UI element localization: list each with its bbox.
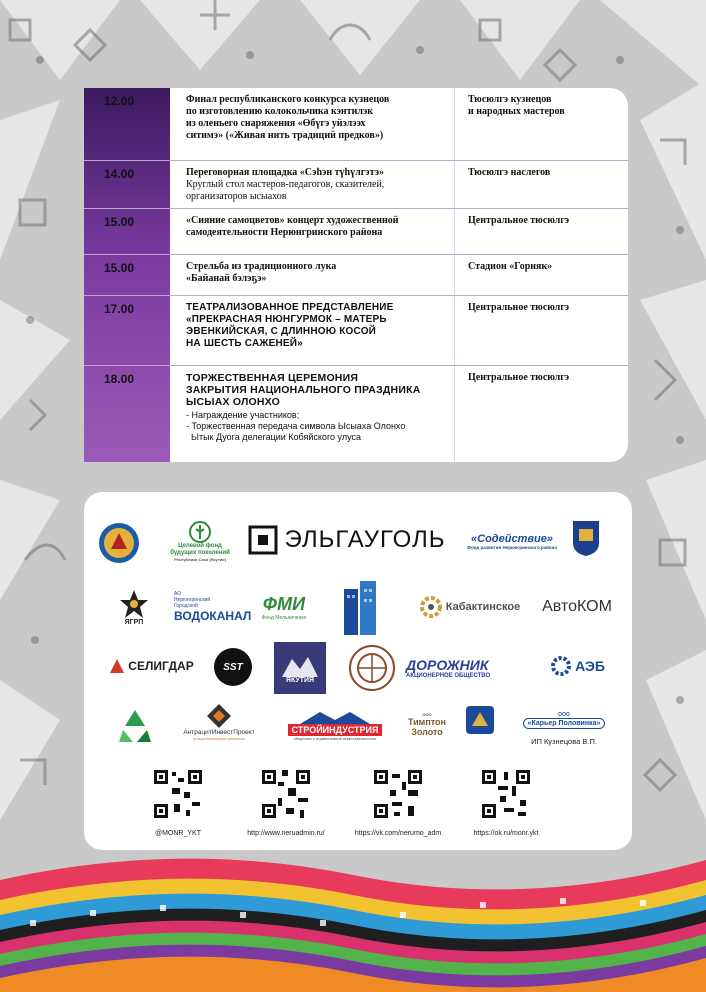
event-place [468, 302, 624, 314]
event-line: по изготовлению колокольчика кэнтилэк [186, 106, 374, 117]
vodokanal-line: Городской [174, 603, 198, 609]
fund-name-line: Целевой фонд [178, 543, 222, 549]
qr-label: https://vk.com/nerumo_adm [354, 830, 442, 837]
crest-icon [571, 519, 601, 557]
event-place [468, 167, 624, 179]
recycle-icon [115, 706, 155, 746]
event-line: ЫСЫАХ ОЛОНХО [186, 396, 280, 408]
star-icon [119, 589, 149, 619]
qr-code-icon[interactable] [480, 768, 532, 820]
karier-text: «Карьер Половинка» [523, 718, 606, 729]
schedule-row [84, 209, 628, 255]
place-line: Тюсюлгэ наслегов [468, 167, 551, 178]
event-line: ТЕАТРАЛИЗОВАННОЕ ПРЕДСТАВЛЕНИЕ [186, 302, 394, 313]
event-line: Стрельба из традиционного лука [186, 261, 337, 272]
place-line: Центральное тюсюлгэ [468, 302, 570, 313]
shield-icon [464, 704, 496, 736]
event-time: 12.00 [104, 94, 135, 108]
schedule-row [84, 366, 628, 462]
event-line: Переговорная площадка «Сэһэн түһүлгэтэ» [186, 167, 385, 178]
antracit-text: АнтрацитИнвестПроект [183, 729, 255, 736]
event-line: ситимэ» («Живая нить традиций предков») [186, 130, 384, 141]
event-line: «Сияние самоцветов» концерт художественной [186, 215, 399, 226]
timpton-logo [400, 706, 454, 742]
melnichenko-fund-logo [254, 590, 314, 624]
schedule-row [84, 88, 628, 161]
seligdar-text: СЕЛИГДАР [128, 659, 194, 673]
event-time: 15.00 [104, 261, 135, 275]
event-place [468, 215, 624, 227]
sst-text: SST [223, 661, 243, 673]
elgaugol-logo [238, 522, 456, 558]
doroznik-logo [406, 650, 534, 686]
timpton-line: Тимптон [407, 716, 446, 727]
doroznik-text: ДОРОЖНИК [406, 657, 489, 673]
triangle-icon [110, 659, 124, 673]
event-subline: Круглый стол мастеров-педагогов, сказителей, [186, 179, 385, 190]
leaf-icon [189, 521, 211, 543]
event-line: из оленьего снаряжения «Өбүгэ уйэлээх [186, 118, 366, 129]
recycling-logo [104, 698, 166, 754]
event-line: ТОРЖЕСТВЕННАЯ ЦЕРЕМОНИЯ [186, 372, 359, 384]
stroyindustriya-subtext: общество с ограниченной ответственностью [293, 735, 377, 741]
event-subline: Ытык Дуога делегации Кобяйского улуса [186, 432, 361, 442]
mountain-icon [282, 653, 318, 677]
event-description [186, 261, 456, 285]
elgaugol-text: ЭЛЬГАУГОЛЬ [284, 526, 446, 553]
aeb-logo [540, 652, 616, 680]
schedule-row [84, 255, 628, 296]
event-subline: - Награждение участников; [186, 410, 300, 420]
event-line: ЭВЕНКИЙСКАЯ, С ДЛИННОЮ КОСОЙ [186, 326, 377, 337]
ornament-bottom-band [0, 850, 706, 992]
event-description [186, 94, 456, 142]
event-description [186, 372, 456, 443]
fund-name-line: Республики Саха (Якутия) [174, 557, 226, 562]
vodokanal-line: АО [174, 591, 182, 597]
fmi-text: ФМИ [262, 593, 306, 614]
yagrp-logo [104, 582, 164, 632]
qr-code-icon[interactable] [152, 768, 204, 820]
doroznik-subtext: АКЦИОНЕРНОЕ ОБЩЕСТВО [406, 673, 491, 679]
yakutia-text: ЯКУТИЯ [285, 676, 315, 684]
event-description [186, 215, 456, 239]
event-line: самодеятельности Нерюнгринского района [186, 227, 383, 238]
avtokom-text: АвтоКОМ [542, 598, 612, 615]
neryungri-crest-logo [570, 518, 602, 558]
globe-emblem-icon [348, 644, 396, 692]
qr-label: http://www.neruadmin.ru/ [247, 830, 325, 837]
schedule-table [84, 88, 628, 462]
event-line: «Байанай бэлэҕэ» [186, 273, 267, 284]
diamond-icon [206, 703, 232, 729]
elgaugol-mark-icon [248, 525, 278, 555]
place-line: и народных мастеров [468, 106, 565, 117]
place-line: Тюсюлгэ кузнецов [468, 94, 552, 105]
schedule-row [84, 296, 628, 366]
place-line: Центральное тюсюлгэ [468, 372, 570, 383]
place-line: Центральное тюсюлгэ [468, 215, 570, 226]
event-time: 15.00 [104, 215, 135, 229]
seligdar-logo [104, 654, 200, 678]
sodeistvie-subtext: Фонд развития Нерюнгринского района [467, 544, 557, 550]
place-line: Стадион «Горняк» [468, 261, 553, 272]
timpton-line: Золото [411, 726, 443, 737]
karier-emblem-logo [462, 702, 498, 738]
building-logo [336, 578, 384, 638]
gear-icon [420, 596, 442, 618]
fmi-subtext: Фонд Мельниченко [261, 614, 307, 621]
antracit-subtext: угледобывающая компания [193, 736, 245, 741]
kabaktinskoe-logo [410, 594, 530, 620]
event-description [186, 302, 456, 350]
round-emblem-logo [346, 642, 398, 694]
future-generations-fund-logo [158, 516, 242, 568]
qr-code-icon[interactable] [260, 768, 312, 820]
sodeistvie-logo [462, 526, 562, 556]
event-subline: - Торжественная передача символа Ысыаха Олонхо [186, 421, 406, 431]
ip-kuznetsova-text: ИП Кузнецова В.П. [531, 737, 597, 746]
roof-icon [300, 712, 370, 724]
sponsors-panel [84, 492, 632, 850]
qr-label: https://ok.ru/monr.ykt [473, 830, 539, 837]
stroyindustriya-text: СТРОЙИНДУСТРИЯ [288, 724, 383, 736]
karier-polovinka-logo [504, 704, 624, 754]
aeb-text: АЭБ [575, 658, 605, 674]
event-time: 18.00 [104, 372, 135, 386]
timpton-line: ООО [422, 711, 432, 717]
sodeistvie-text: «Содействие» [471, 532, 553, 545]
vodokanal-text: ВОДОКАНАЛ [174, 609, 252, 623]
fund-name-line: будущих поколений [170, 550, 230, 556]
event-place [468, 94, 624, 118]
sst-logo [214, 648, 252, 686]
yakutia-mining-logo [274, 642, 326, 694]
antracit-logo [174, 696, 264, 748]
emblem-icon [97, 521, 141, 565]
stroyindustriya-logo [284, 706, 386, 746]
event-line: Финал республиканского конкурса кузнецов [186, 94, 390, 105]
vodokanal-logo [174, 582, 252, 632]
event-line: «ПРЕКРАСНАЯ НЮНГУРМОК – МАТЕРЬ [186, 314, 387, 325]
event-place [468, 372, 624, 384]
event-subline: организаторов ысыахов [186, 191, 287, 202]
schedule-row [84, 161, 628, 209]
qr-code-icon[interactable] [372, 768, 424, 820]
event-place [468, 261, 624, 273]
aeb-mark-icon [551, 656, 571, 676]
event-line: ЗАКРЫТИЯ НАЦИОНАЛЬНОГО ПРАЗДНИКА [186, 384, 421, 396]
qr-label: @MONR_YKT [155, 830, 201, 837]
building-icon [338, 579, 382, 637]
vodokanal-line: Нерюнгринский [174, 597, 211, 603]
yagrp-text: ЯГРП [124, 618, 144, 626]
event-line: НА ШЕСТЬ САЖЕНЕЙ» [186, 338, 303, 349]
yakutia-emblem-logo [96, 520, 142, 566]
karier-prefix: ООО [558, 712, 570, 718]
event-description [186, 167, 456, 203]
event-time: 14.00 [104, 167, 135, 181]
kabaktinskoe-text: Кабактинское [445, 601, 521, 613]
event-time: 17.00 [104, 302, 135, 316]
avtokom-logo [534, 592, 620, 622]
